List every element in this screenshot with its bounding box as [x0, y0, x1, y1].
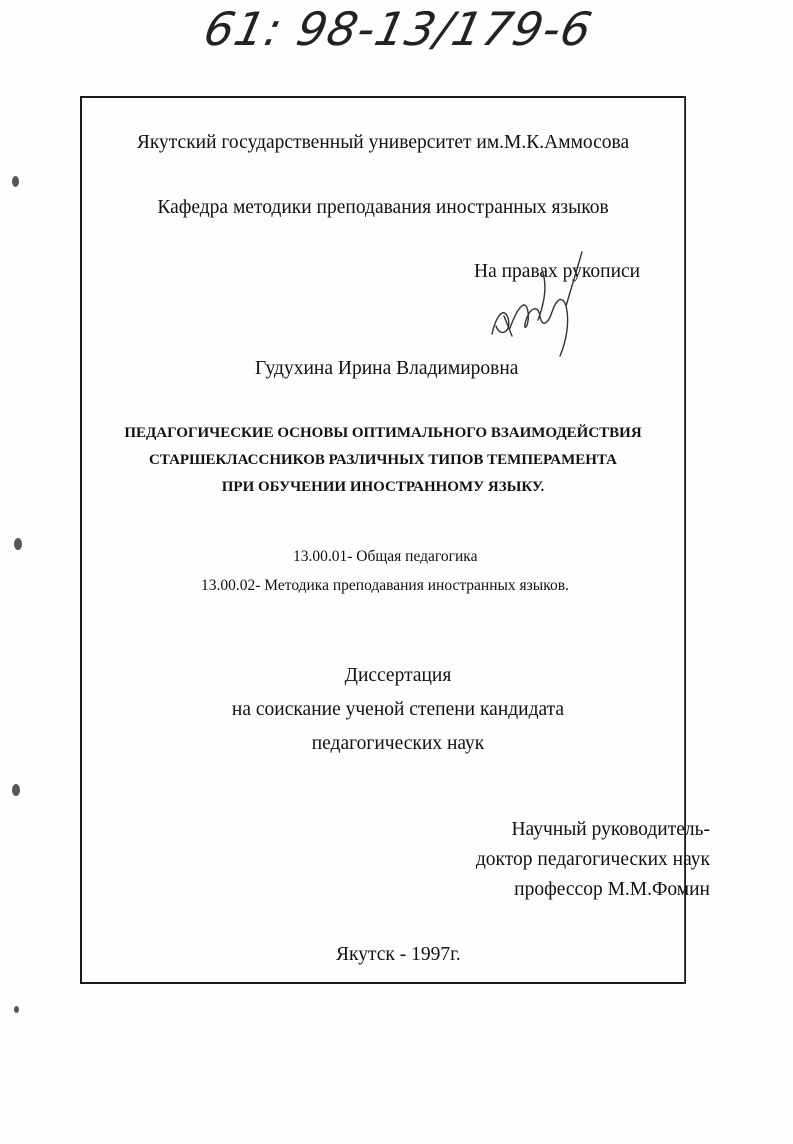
supervisor-line: Научный руководитель-	[511, 819, 710, 840]
supervisor-line: доктор педагогических наук	[475, 849, 710, 870]
dissertation-title	[80, 420, 686, 501]
specialty-teaching-methods: 13.00.02- Методика преподавания иностранных языков.	[201, 577, 569, 594]
university-name: Якутский государственный университет им.М.К.Аммосова	[136, 132, 630, 153]
supervisor-block	[452, 815, 710, 905]
manuscript-rights-note: На правах рукописи	[474, 261, 641, 282]
author-name: Гудухина Ирина Владимировна	[255, 358, 519, 379]
place-and-year: Якутск - 1997г.	[336, 944, 461, 965]
supervisor-line: профессор М.М.Фомин	[514, 879, 710, 900]
degree-statement	[160, 659, 636, 761]
specialty-general-pedagogy: 13.00.01- Общая педагогика	[293, 548, 478, 565]
signature-scribble	[482, 246, 594, 364]
archive-code: 61: 98-13/179-6	[199, 2, 598, 56]
title-line: ПЕДАГОГИЧЕСКИЕ ОСНОВЫ ОПТИМАЛЬНОГО ВЗАИМОДЕЙСТВИЯ	[124, 425, 642, 441]
binding-hole-marks	[0, 0, 30, 1144]
title-line: ПРИ ОБУЧЕНИИ ИНОСТРАННОМУ ЯЗЫКУ.	[221, 479, 545, 495]
degree-line: Диссертация	[344, 665, 452, 686]
title-line: СТАРШЕКЛАССНИКОВ РАЗЛИЧНЫХ ТИПОВ ТЕМПЕРАМЕНТА	[148, 452, 618, 468]
degree-line: на соискание ученой степени кандидата	[231, 699, 565, 720]
degree-line: педагогических наук	[311, 733, 485, 754]
department-name: Кафедра методики преподавания иностранных языков	[157, 197, 609, 218]
